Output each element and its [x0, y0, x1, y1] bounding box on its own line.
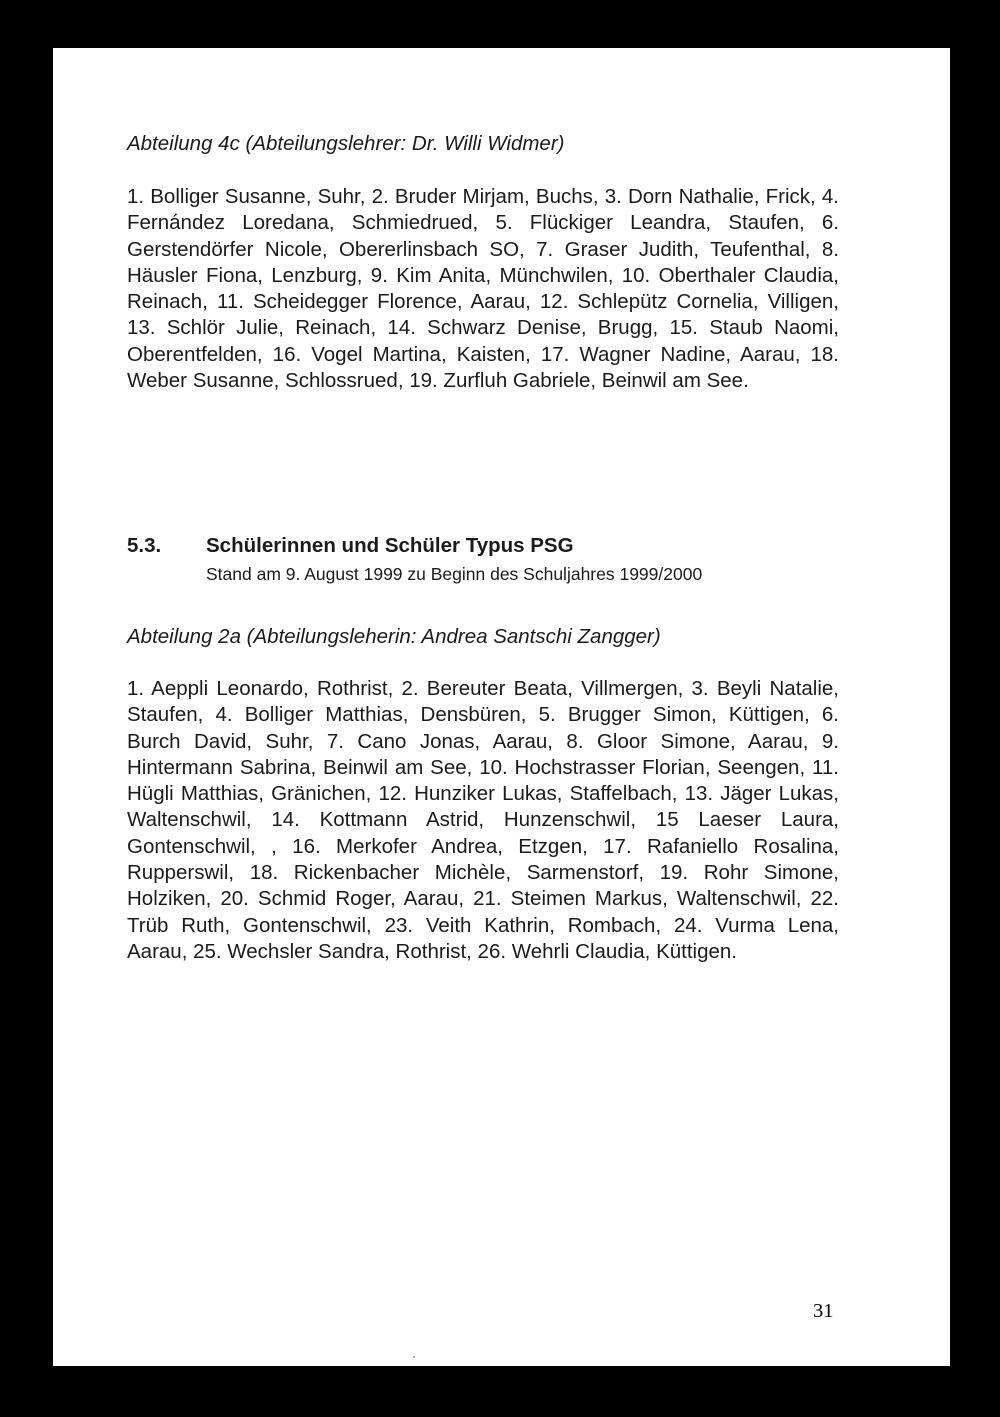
document-page	[53, 48, 950, 1366]
class-2a-student-list: 1. Aeppli Leonardo, Rothrist, 2. Bereuter Beata, Villmergen, 3. Beyli Natalie, Staufen, 4. Bolliger Matthias, Densbüren, 5. Brugger Simon, Küttigen, 6. Burch David, Suhr, 7. Cano Jonas, Aarau, 8. Gloor Simone, Aarau, 9. Hintermann Sabrina, Beinwil am See, 10. Hochstrasser Florian, Seengen, 11. Hügli Matthias, Gränichen, 12. Hunziker Lukas, Staffelbach, 13. Jäger Lukas, Waltenschwil, 14. Kottmann Astrid, Hunzenschwil, 15 Laeser Laura, Gontenschwil, , 16. Merkofer Andrea, Etzgen, 17. Rafaniello Rosalina, Rupperswil, 18. Rickenbacher Michèle, Sarmenstorf, 19. Rohr Simone, Holziken, 20. Schmid Roger, Aarau, 21. Steimen Markus, Waltenschwil, 22. Trüb Ruth, Gontenschwil, 23. Veith Kathrin, Rombach, 24. Vurma Lena, Aarau, 25. Wechsler Sandra, Rothrist, 26. Wehrli Claudia, Küttigen.	[127, 677, 839, 963]
page-number: 31	[813, 1300, 834, 1322]
section-subtitle: Stand am 9. August 1999 zu Beginn des Schuljahres 1999/2000	[206, 564, 703, 584]
scan-speck	[413, 1356, 415, 1358]
class-4c-student-list: 1. Bolliger Susanne, Suhr, 2. Bruder Mirjam, Buchs, 3. Dorn Nathalie, Frick, 4. Fernández Loredana, Schmiedrued, 5. Flückiger Leandra, Staufen, 6. Gerstendörfer Nicole, Obererlinsbach SO, 7. Graser Judith, Teufenthal, 8. Häusler Fiona, Lenzburg, 9. Kim Anita, Münchwilen, 10. Oberthaler Claudia, Reinach, 11. Scheidegger Florence, Aarau, 12. Schlepütz Cornelia, Villigen, 13. Schlör Julie, Reinach, 14. Schwarz Denise, Brugg, 15. Staub Naomi, Oberentfelden, 16. Vogel Martina, Kaisten, 17. Wagner Nadine, Aarau, 18. Weber Susanne, Schlossrued, 19. Zurfluh Gabriele, Beinwil am See.	[127, 185, 839, 393]
class-4c-heading: Abteilung 4c (Abteilungslehrer: Dr. Willi Widmer)	[127, 132, 565, 155]
section-title: Schülerinnen und Schüler Typus PSG	[206, 534, 574, 557]
section-number: 5.3.	[127, 534, 162, 557]
class-2a-heading: Abteilung 2a (Abteilungsleherin: Andrea Santschi Zangger)	[127, 625, 661, 648]
